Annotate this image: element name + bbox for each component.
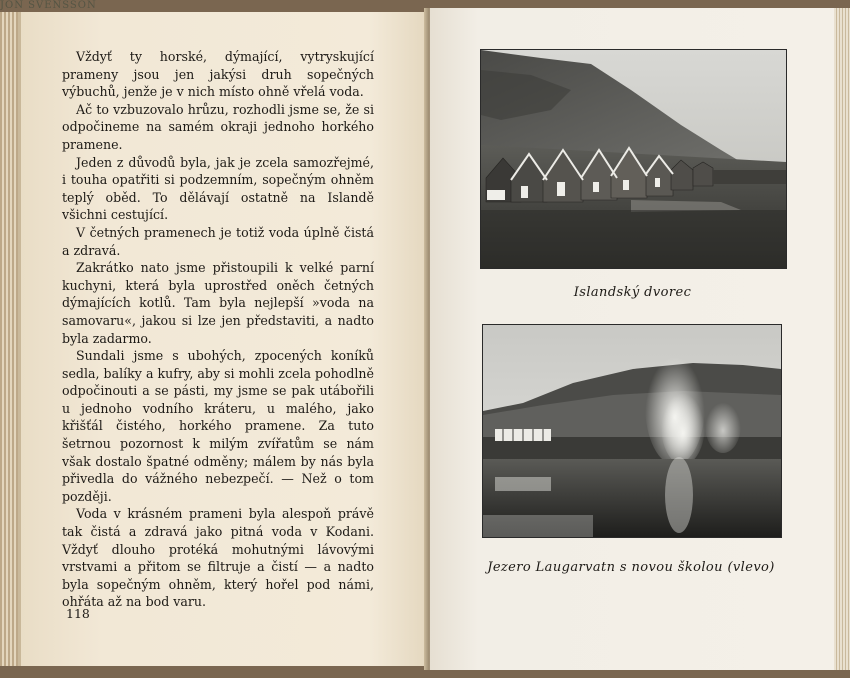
paragraph: Voda v krásném prameni byla alespoň právě tak čistá a zdravá jako pitná voda v Kodani. Vždyť dlouho protéká mohutnými lávovými vrstvami a přitom se filtruje a čistí — a nadto byla sopečným ohněm, který hořel pod námi, ohřáta až na bod varu. [62, 506, 374, 610]
left-page-edges [0, 12, 18, 666]
figure-caption: Islandský dvorec [573, 285, 692, 300]
lake-photo [482, 324, 782, 538]
paragraph: V četných pramenech je totiž voda úplně čistá a zdravá. [62, 224, 374, 258]
farmstead-photo [480, 49, 787, 269]
right-page-edges [834, 8, 850, 670]
paragraph: Jeden z důvodů byla, jak je zcela samozřejmé, i touha opatřiti si podzemním, sopečným ohněm teplý oběd. To dělávají ostatně na Islandě všichni cestující. [62, 154, 374, 223]
left-page-text [62, 48, 374, 611]
paragraph: Ač to vzbuzovalo hrůzu, rozhodli jsme se, že si odpočineme na samém okraji jednoho horkého pramene. [62, 101, 374, 152]
page-number: 118 [66, 606, 90, 621]
running-header-scrap: JON SVENSSON [0, 0, 97, 11]
paragraph: Zakrátko nato jsme přistoupili k velké parní kuchyni, která byla uprostřed oněch četných dýmajících kotlů. Tam byla nejlepší »voda na samovaru«, jakou si lze jen představiti, a nadto byla zadarmo. [62, 260, 374, 346]
paragraph: Sundali jsme s ubohých, zpocených koníků sedla, balíky a kufry, aby si mohli zcela pohodlně odpočinouti a se pásti, my jsme se pak utábořili u jednoho vodního kráteru, u malého, jako křišťál čistého, horkého pramene. Za tuto šetrnou pozornost k milým zvířatům se nám však dostalo špatné odměny; málem by nás byla přivedla do vážného nebezpečí. — Než o tom později. [62, 348, 374, 504]
paragraph: Vždyť ty horské, dýmající, vytryskující prameny jsou jen jakýsi druh sopečných výbuchů, jenže je v nich místo ohně vřelá voda. [62, 49, 374, 100]
figure-caption: Jezero Laugarvatn s novou školou (vlevo) [487, 560, 775, 575]
